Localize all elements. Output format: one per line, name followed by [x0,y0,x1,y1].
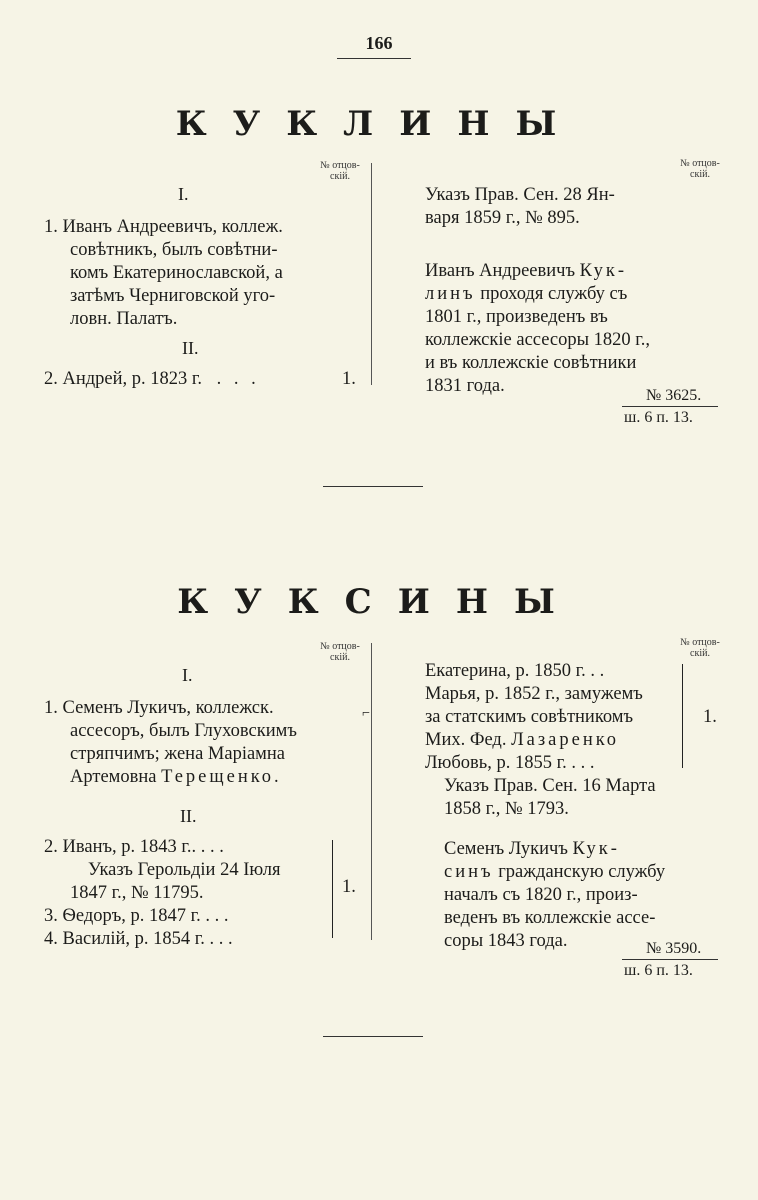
entry-1-semen: 1. Семенъ Лукичъ, коллежск. ассесоръ, былъ Глуховскимъ стряпчимъ; жена Маріамна Артемовна Терещенко. [44,698,297,787]
family-title-kuksin: КУКСИНЫ [177,582,581,622]
child-ivan: 2. Иванъ, р. 1843 г.. . . . [44,837,224,857]
daughter-lyubov: Любовь, р. 1855 г. . . . [425,753,595,773]
father-no-header-left: № отцов- скій. [320,641,360,663]
child-fedor: 3. Ѳедоръ, р. 1847 г. . . . [44,906,229,926]
children-list [44,836,280,951]
shelf-mark: ш. 6 п. 13. [624,962,693,979]
generation-1-heading: I. [178,184,189,204]
generation-2-heading: II. [182,338,199,358]
page-number-rule [337,58,411,59]
entry-2-andrei: 2. Андрей, р. 1823 г. . . . [44,369,260,389]
archive-rule [622,406,718,407]
generation-1-heading: I. [182,665,193,685]
daughters-brace [676,664,683,768]
column-divider [371,163,372,385]
archive-rule [622,959,718,960]
child-vasily: 4. Василій, р. 1854 г. . . . [44,929,233,949]
family-title-kuklin: КУКЛИНЫ [175,104,583,144]
father-no-header-left: № отцов- скій. [320,160,360,182]
ukaz-1859: Указъ Прав. Сен. 28 Ян- варя 1859 г., № 895. [425,185,615,228]
father-no-header-right: № отцов- скій. [680,637,720,659]
daughter-ekaterina: Екатерина, р. 1850 г. . . [425,661,605,681]
page-number: 166 [365,33,393,53]
entry-1-ivan: 1. Иванъ Андреевичъ, коллеж. совѣтникъ, былъ совѣтни- комъ Екатеринославской, а затѣмъ Черниговской уго- ловн. Палатъ. [44,217,283,329]
ukaz-heraldry: Указъ Герольдіи 24 Іюля [88,860,281,880]
bio-ivan-kuklin: Иванъ Андреевичъ Кук- линъ проходя службу съ 1801 г., произведенъ въ коллежскіе ассесоры 1820 г., и въ коллежскіе совѣтники 1831 года. [425,261,651,396]
shelf-mark: ш. 6 п. 13. [624,409,693,426]
daughters-father-no: 1. [703,707,717,727]
children-father-no: 1. [342,877,356,897]
children-brace [326,840,333,938]
bio-semen-kuksin: Семенъ Лукичъ Кук- синъ гражданскую службу началъ съ 1820 г., произ- веденъ въ коллежскіе ассе- соры 1843 года. [444,839,666,951]
column-divider [371,643,372,940]
bracket-mark: ⌐ [362,706,370,721]
bottom-divider [323,1036,423,1037]
ukaz-heraldry-no: 1847 г., № 11795. [70,883,204,903]
archive-number: № 3625. [646,387,702,404]
father-no-header-right: № отцов- скій. [680,158,720,180]
archive-number: № 3590. [646,940,702,957]
ukaz-1858: Указъ Прав. Сен. 16 Марта 1858 г., № 1793. [444,776,656,819]
daughters-list: Екатерина, р. 1850 г. . . Марья, р. 1852 г., замужемъ за статскимъ совѣтникомъ Мих. Фед. Лазаренко Любовь, р. 1855 г. . . . [425,661,643,773]
generation-2-heading: II. [180,806,197,826]
daughter-marya: Марья, р. 1852 г., замужемъ [425,684,643,704]
entry-2-father-no: 1. [342,369,356,389]
section-divider [323,486,423,487]
